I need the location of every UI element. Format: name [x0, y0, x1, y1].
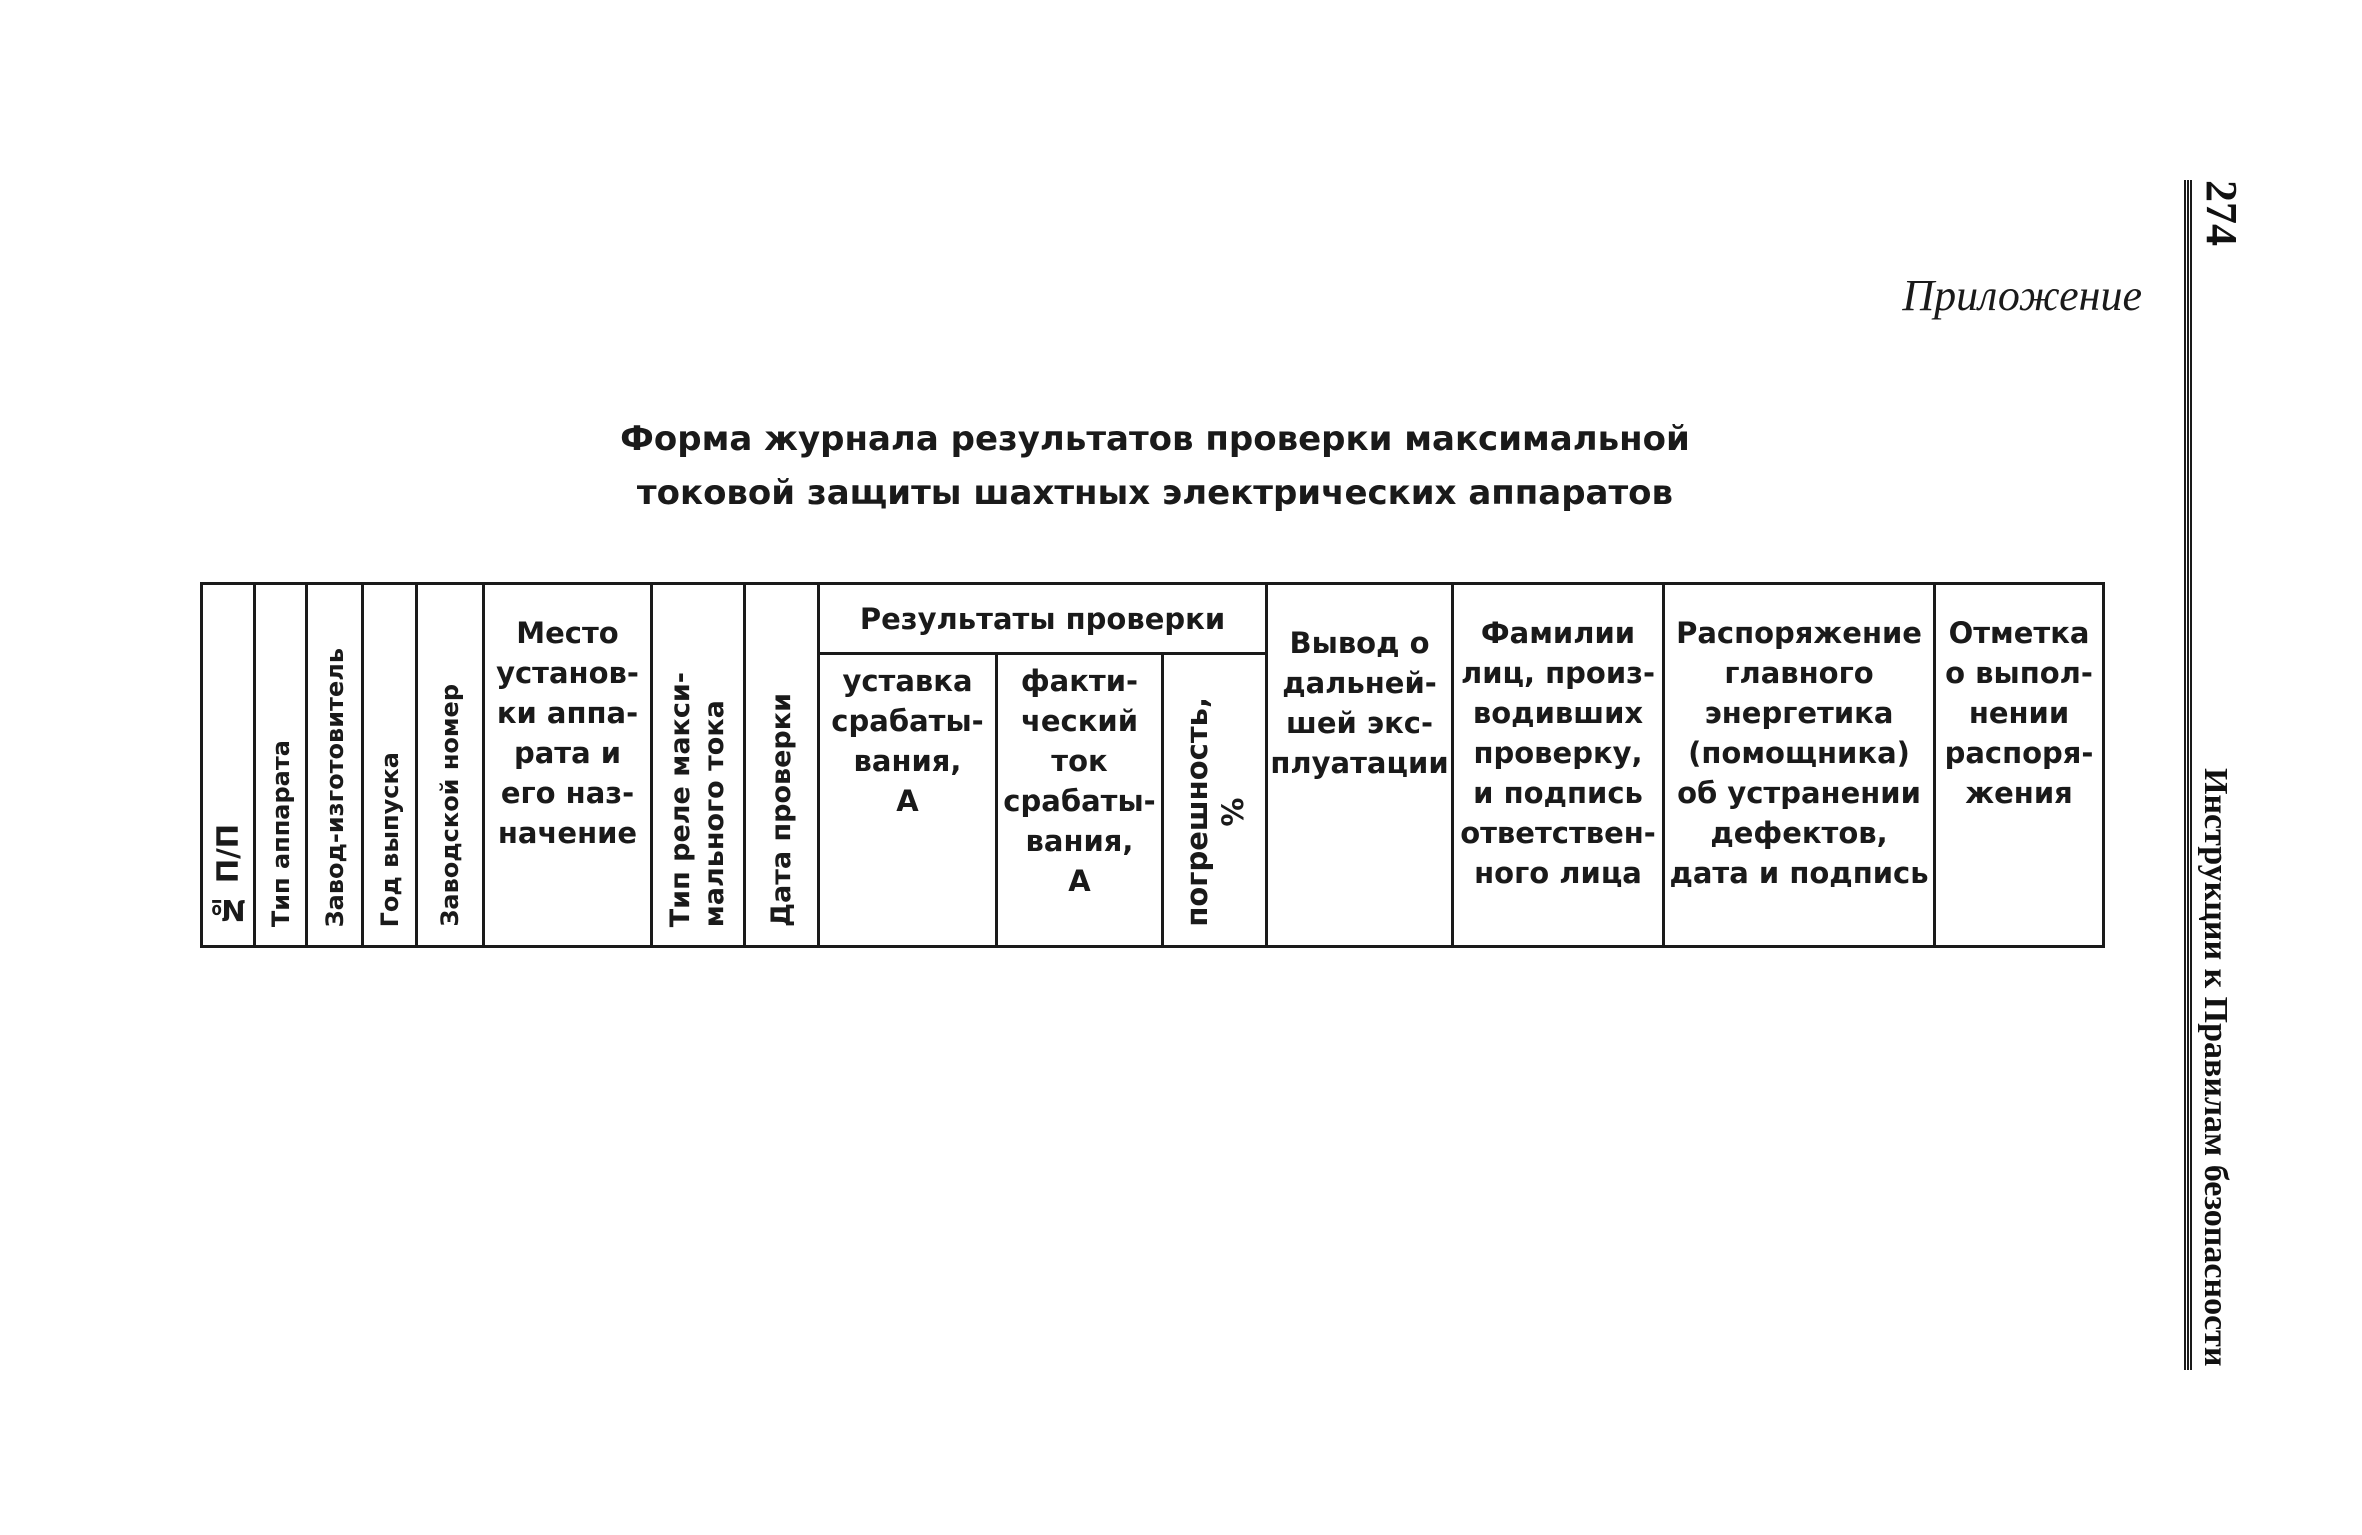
col-header-check-date [745, 584, 819, 947]
location-line: установ- [496, 656, 639, 690]
order-line: (помощника) [1688, 736, 1910, 770]
col-year-label: Год выпуска [375, 751, 404, 927]
running-title: Инструкции к Правилам безопасности [2197, 768, 2234, 1367]
actual-current-line: ческий [1020, 704, 1139, 738]
side-margin-rule [2184, 180, 2192, 1370]
conclusion-line: шей экс- [1286, 706, 1433, 740]
mark-line: о выпол- [1945, 656, 2093, 690]
col-number-label: № П/П [211, 823, 245, 927]
mark-line: нении [1968, 696, 2070, 730]
col-header-year [363, 584, 417, 947]
actual-current-line: факти- [1020, 664, 1139, 698]
col-header-relay-type [652, 584, 745, 947]
setpoint-line: А [896, 784, 919, 818]
setpoint-line: вания, [853, 744, 962, 778]
col-header-location [484, 584, 652, 947]
setpoint-line: срабаты- [831, 704, 984, 738]
appendix-label: Приложение [1902, 271, 2142, 320]
journal-form-table [200, 582, 2105, 948]
names-line: проверку, [1473, 736, 1643, 770]
order-line: дефектов, [1710, 816, 1888, 850]
page-number: 274 [2197, 180, 2246, 246]
order-line: главного [1724, 656, 1874, 690]
names-line: ного лица [1474, 856, 1642, 890]
order-line: энергетика [1704, 696, 1894, 730]
order-line: Распоряжение [1676, 616, 1922, 650]
form-title [450, 412, 1860, 520]
order-line: дата и подпись [1669, 856, 1929, 890]
actual-current-line: срабаты- [1003, 784, 1156, 818]
col-header-error [1163, 654, 1267, 947]
names-line: Фамилии [1480, 616, 1636, 650]
order-line: об устранении [1677, 776, 1921, 810]
col-header-mark [1935, 584, 2104, 947]
location-line: начение [497, 816, 638, 850]
conclusion-line: дальней- [1282, 666, 1437, 700]
col-check-date-label: Дата проверки [765, 692, 797, 927]
col-manufacturer-label: Завод-изготовитель [320, 647, 349, 927]
conclusion-line: плуатации [1270, 746, 1449, 780]
col-header-actual-current [997, 654, 1163, 947]
form-title-line-2: токовой защиты шахтных электрических аппаратов [636, 473, 1674, 513]
col-header-serial [417, 584, 484, 947]
location-line: рата и [513, 736, 622, 770]
actual-current-line: А [1068, 864, 1091, 898]
col-header-order [1664, 584, 1935, 947]
location-line: Место [516, 616, 619, 650]
col-device-type-label: Тип аппарата [266, 739, 295, 927]
col-header-names [1453, 584, 1664, 947]
mark-line: распоря- [1944, 736, 2094, 770]
col-header-results-group: Результаты проверки [819, 584, 1267, 654]
conclusion-line: Вывод о [1289, 626, 1430, 660]
col-serial-label: Заводской номер [436, 684, 464, 927]
col-header-setpoint [819, 654, 997, 947]
location-line: ки аппа- [496, 696, 639, 730]
side-margin [2196, 180, 2246, 1370]
col-relay-type-label: Тип реле макси- мального тока [665, 671, 730, 927]
col-error-label: погрешность, % [1179, 697, 1250, 927]
actual-current-line: ток [1051, 744, 1108, 778]
actual-current-line: вания, [1025, 824, 1134, 858]
names-line: водивших [1472, 696, 1644, 730]
col-header-device-type [255, 584, 307, 947]
names-line: лиц, произ- [1460, 656, 1656, 690]
location-line: его наз- [500, 776, 635, 810]
mark-line: жения [1965, 776, 2073, 810]
names-line: и подпись [1473, 776, 1643, 810]
col-header-number [202, 584, 255, 947]
col-header-conclusion [1267, 584, 1453, 947]
col-header-manufacturer [307, 584, 363, 947]
setpoint-line: уставка [842, 664, 973, 698]
form-title-line-1: Форма журнала результатов проверки максимальной [620, 419, 1690, 459]
names-line: ответствен- [1460, 816, 1656, 850]
mark-line: Отметка [1948, 616, 2090, 650]
